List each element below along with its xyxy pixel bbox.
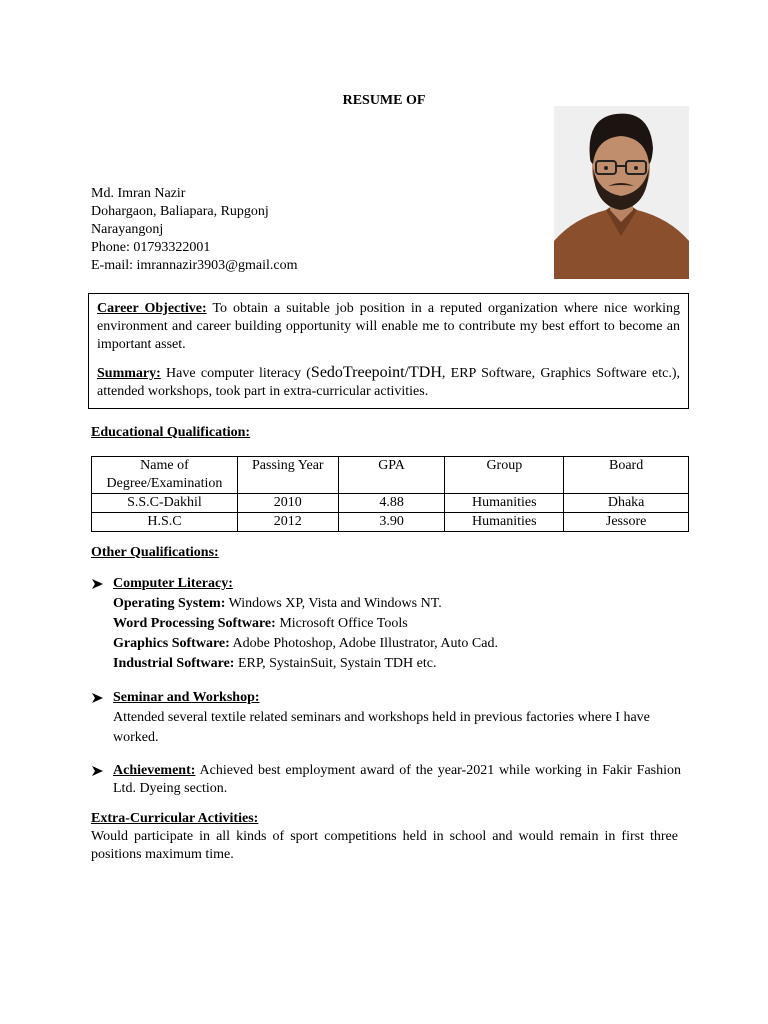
arrowhead-bullet-icon — [91, 688, 105, 708]
summary-text-highlight: SedoTreepoint/TDH — [310, 364, 442, 381]
other-qualifications-heading: Other Qualifications: — [91, 545, 219, 560]
career-objective-text: To obtain a suitable job position in a reputed organization where nice working environment and career building opportunity will enable me to contribute my best effort to become an important asset. — [97, 301, 681, 352]
arrowhead-bullet-icon — [91, 574, 105, 594]
list-item-computer-literacy — [91, 574, 681, 674]
column-header: GPA — [338, 457, 445, 494]
contact-phone: Phone: 01793322001 — [91, 240, 211, 255]
arrowhead-bullet-icon — [91, 762, 105, 782]
profile-photo — [554, 106, 689, 279]
profile-photo-illustration — [554, 106, 689, 279]
career-objective-label: Career Objective: — [97, 301, 207, 316]
achievement-heading: Achievement: — [113, 763, 196, 778]
contact-email: E-mail: imrannazir3903@gmail.com — [91, 258, 298, 273]
summary-label: Summary: — [97, 366, 161, 381]
education-table — [91, 456, 689, 532]
seminar-heading: Seminar and Workshop: — [113, 690, 260, 705]
table-cell: Humanities — [445, 494, 564, 513]
seminar-text: Attended several textile related seminars and workshops held in previous factories where I have worked. — [113, 710, 650, 745]
page-title: RESUME OF — [342, 93, 426, 108]
summary — [97, 364, 680, 401]
table-cell: 4.88 — [338, 494, 445, 513]
column-header: Group — [445, 457, 564, 494]
contact-block — [91, 185, 298, 275]
contact-name: Md. Imran Nazir — [91, 186, 186, 201]
objective-summary-box — [88, 293, 689, 409]
list-item-achievement — [91, 762, 681, 798]
column-header: Name of Degree/Examination — [92, 457, 238, 494]
summary-text-after: , ERP Software, Graphics Software etc.), attended workshops, took part in extra-curricular activities. — [97, 366, 681, 399]
list-item: Operating System: Windows XP, Vista and Windows NT. — [113, 596, 442, 611]
table-cell: 3.90 — [338, 513, 445, 532]
column-header: Passing Year — [237, 457, 338, 494]
list-item: Graphics Software: Adobe Photoshop, Adobe Illustrator, Auto Cad. — [113, 636, 498, 651]
extra-curricular-section — [91, 810, 678, 864]
summary-text-before: Have computer literacy ( — [160, 366, 311, 381]
extra-curricular-text: Would participate in all kinds of sport competitions held in school and would remain in first three positions maximum time. — [91, 829, 678, 862]
list-item: Industrial Software: ERP, SystainSuit, Systain TDH etc. — [113, 656, 437, 671]
table-row — [92, 494, 689, 513]
table-cell: H.S.C — [92, 513, 238, 532]
career-objective — [97, 300, 680, 354]
extra-curricular-heading: Extra-Curricular Activities: — [91, 811, 259, 826]
column-header: Board — [564, 457, 689, 494]
list-item: Word Processing Software: Microsoft Office Tools — [113, 616, 408, 631]
contact-address-line2: Narayangonj — [91, 222, 164, 237]
table-cell: Humanities — [445, 513, 564, 532]
education-table-header — [92, 457, 689, 494]
table-cell: 2012 — [237, 513, 338, 532]
achievement-text: Achieved best employment award of the year-2021 while working in Fakir Fashion Ltd. Dyeing section. — [113, 763, 681, 796]
other-qualifications-list — [91, 574, 681, 798]
table-row — [92, 513, 689, 532]
table-cell: 2010 — [237, 494, 338, 513]
list-item-seminar-workshop — [91, 688, 681, 748]
table-cell: Jessore — [564, 513, 689, 532]
table-cell: S.S.C-Dakhil — [92, 494, 238, 513]
education-heading: Educational Qualification: — [91, 425, 251, 440]
contact-address-line1: Dohargaon, Baliapara, Rupgonj — [91, 204, 269, 219]
table-cell: Dhaka — [564, 494, 689, 513]
computer-literacy-heading: Computer Literacy: — [113, 576, 233, 591]
